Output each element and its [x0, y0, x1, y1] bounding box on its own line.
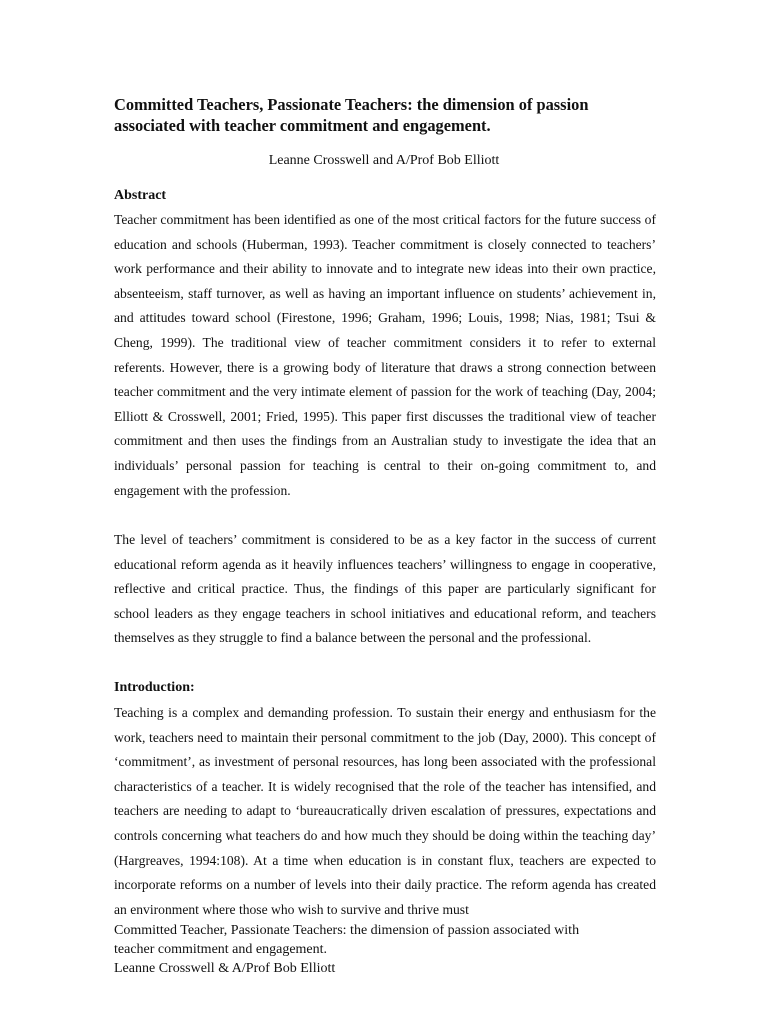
footer-title-line-2: teacher commitment and engagement.	[114, 942, 328, 957]
footer-authors: Leanne Crosswell & A/Prof Bob Elliott	[114, 961, 336, 976]
footer-title-line-1: Committed Teacher, Passionate Teachers: the dimension of passion associated with	[114, 923, 580, 938]
abstract-paragraph-1: Teacher commitment has been identified as one of the most critical factors for the future success of education and schools (Huberman, 1993). Teacher commitment is closely connected to teachers’ work performance and their ability to innovate and to integrate new ideas into their own practice, absenteeism, staff turnover, as well as having an important influence on students’ achievement in, and attitudes toward school (Firestone, 1996; Graham, 1996; Louis, 1998; Nias, 1981; Tsui & Cheng, 1999). The traditional view of teacher commitment considers it to refer to external referents. However, there is a growing body of literature that draws a strong connection between teacher commitment and the very intimate element of passion for the work of teaching (Day, 2004; Elliott & Crosswell, 2001; Fried, 1995). This paper first discusses the traditional view of teacher commitment and then uses the findings from an Australian study to investigate the idea that an individuals’ personal passion for teaching is central to their on-going commitment to, and engagement with the profession.	[114, 212, 656, 498]
abstract-paragraph-2: The level of teachers’ commitment is considered to be as a key factor in the success of current educational reform agenda as it heavily influences teachers’ willingness to engage in cooperative, reflective and critical practice. Thus, the findings of this paper are particularly significant for school leaders as they engage teachers in school initiatives and educational reform, and teachers themselves as they struggle to find a balance between the personal and the professional.	[114, 532, 656, 646]
abstract-heading: Abstract	[114, 188, 167, 203]
document-authors: Leanne Crosswell and A/Prof Bob Elliott	[268, 153, 500, 168]
introduction-heading: Introduction:	[114, 680, 195, 695]
introduction-paragraph-1: Teaching is a complex and demanding profession. To sustain their energy and enthusiasm for the work, teachers need to maintain their personal commitment to the job (Day, 2000). This concept of ‘commitment’, as investment of personal resources, has long been associated with the professional characteristics of a teacher. It is widely recognised that the role of the teacher has intensified, and teachers are needing to adapt to ‘bureaucratically driven escalation of pressures, expectations and controls concerning what teachers do and how much they should be doing within the teaching day’ (Hargreaves, 1994:108). At a time when education is in constant flux, teachers are expected to incorporate reforms on a number of levels into their daily practice. The reform agenda has created an environment where those who wish to survive and thrive must	[114, 705, 656, 917]
document-title: Committed Teachers, Passionate Teachers: the dimension of passion associated with teacher commitment and engagement.	[114, 95, 589, 135]
page-footer	[114, 921, 674, 978]
